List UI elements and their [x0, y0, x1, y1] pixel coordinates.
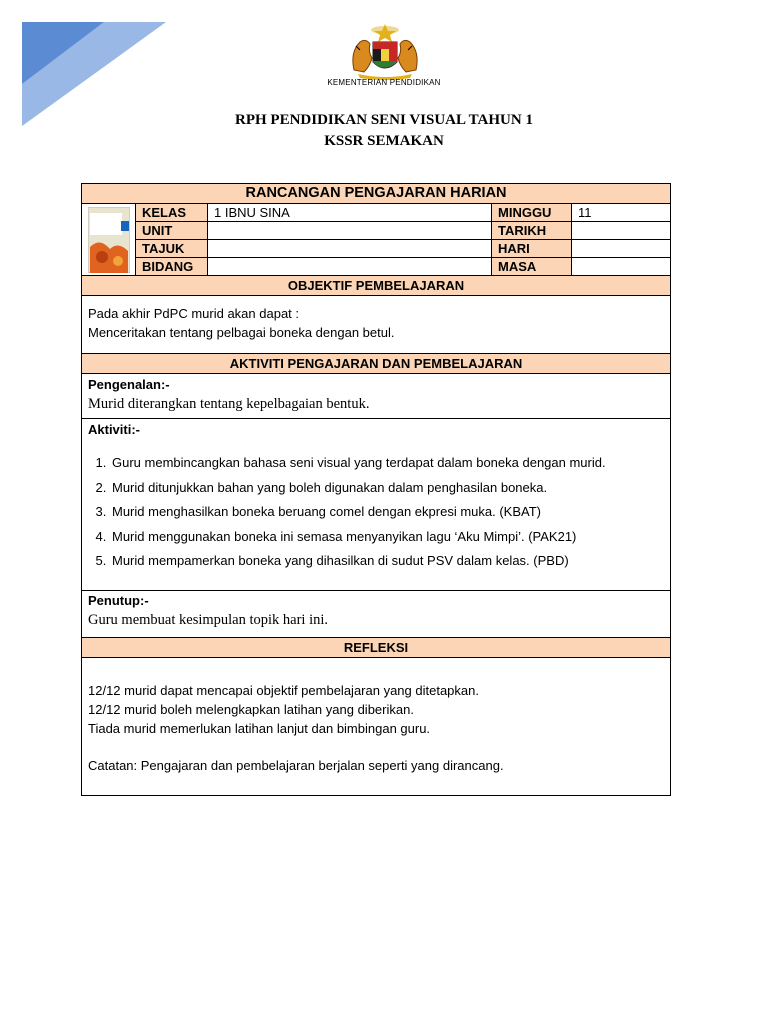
closing-label: Penutup:-	[88, 593, 149, 608]
unit-value	[208, 222, 492, 240]
reflection-note: Catatan: Pengajaran dan pembelajaran berjalan seperti yang dirancang.	[88, 758, 504, 773]
list-item: 2. Murid ditunjukkan bahan yang boleh digunakan dalam penghasilan boneka.	[110, 476, 664, 501]
masa-value	[572, 258, 671, 276]
activities-heading: AKTIVITI PENGAJARAN DAN PEMBELAJARAN	[82, 354, 671, 374]
lesson-plan-table	[81, 183, 671, 796]
unit-label: UNIT	[136, 222, 208, 240]
document-title: RPH PENDIDIKAN SENI VISUAL TAHUN 1	[235, 112, 533, 128]
bidang-label: BIDANG	[136, 258, 208, 276]
objective-heading: OBJEKTIF PEMBELAJARAN	[82, 276, 671, 296]
list-item: 1. Guru membincangkan bahasa seni visual yang terdapat dalam boneka dengan murid.	[110, 451, 664, 476]
list-item: 3. Murid menghasilkan boneka beruang comel dengan ekpresi muka. (KBAT)	[110, 500, 664, 525]
hari-value	[572, 240, 671, 258]
coat-of-arms-logo	[340, 22, 430, 80]
document-subtitle: KSSR SEMAKAN	[324, 133, 444, 149]
minggu-value: 11	[572, 204, 671, 222]
introduction-label: Pengenalan:-	[88, 377, 170, 392]
activity-label: Aktiviti:-	[88, 422, 140, 437]
list-item: 5. Murid mempamerkan boneka yang dihasilkan di sudut PSV dalam kelas. (PBD)	[110, 549, 664, 574]
minggu-label: MINGGU	[492, 204, 572, 222]
introduction-section	[82, 374, 671, 419]
kelas-value: 1 IBNU SINA	[208, 204, 492, 222]
tarikh-label: TARIKH	[492, 222, 572, 240]
tajuk-value	[208, 240, 492, 258]
activity-section	[82, 419, 671, 591]
reflection-line: 12/12 murid boleh melengkapkan latihan yang diberikan.	[88, 702, 414, 717]
tajuk-label: TAJUK	[136, 240, 208, 258]
reflection-section	[82, 658, 671, 796]
bidang-value	[208, 258, 492, 276]
plan-heading: RANCANGAN PENGAJARAN HARIAN	[82, 184, 671, 204]
reflection-heading: REFLEKSI	[82, 638, 671, 658]
activity-list	[88, 451, 664, 574]
masa-label: MASA	[492, 258, 572, 276]
ministry-name: KEMENTERIAN PENDIDIKAN	[327, 78, 441, 87]
tarikh-value	[572, 222, 671, 240]
list-item: 4. Murid menggunakan boneka ini semasa menyanyikan lagu ‘Aku Mimpi’. (PAK21)	[110, 525, 664, 550]
objective-text: Menceritakan tentang pelbagai boneka dengan betul.	[88, 325, 395, 340]
objective-section	[82, 296, 671, 354]
hari-label: HARI	[492, 240, 572, 258]
objective-intro: Pada akhir PdPC murid akan dapat :	[88, 306, 300, 321]
corner-decoration	[0, 0, 180, 130]
closing-text: Guru membuat kesimpulan topik hari ini.	[88, 612, 329, 628]
introduction-text: Murid diterangkan tentang kepelbagaian bentuk.	[88, 396, 370, 412]
reflection-line: 12/12 murid dapat mencapai objektif pembelajaran yang ditetapkan.	[88, 683, 479, 698]
reflection-line: Tiada murid memerlukan latihan lanjut dan bimbingan guru.	[88, 721, 431, 736]
kelas-label: KELAS	[136, 204, 208, 222]
textbook-cover-image	[82, 204, 136, 276]
closing-section	[82, 591, 671, 638]
